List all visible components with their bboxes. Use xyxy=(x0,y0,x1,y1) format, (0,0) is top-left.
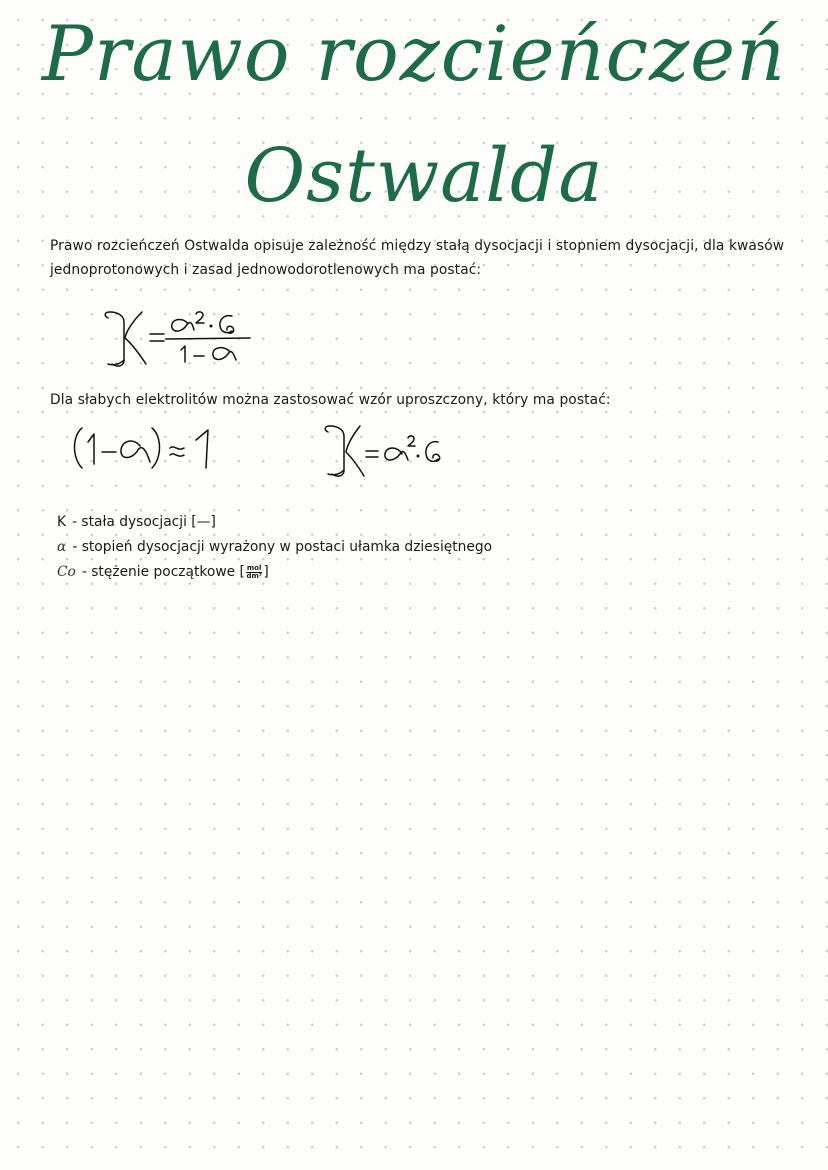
legend xyxy=(57,510,492,585)
page-title-line-1: Prawo rozcieńczeń xyxy=(41,9,787,98)
fraction-bar xyxy=(166,338,250,339)
legend-item-k xyxy=(57,510,492,535)
legend-symbol: Co xyxy=(57,564,76,580)
simplification-paragraph: Dla słabych elektrolitów można zastosować wzór uproszczony, który ma postać: xyxy=(50,392,611,408)
legend-text: - stężenie początkowe [ xyxy=(81,564,245,580)
legend-symbol: α xyxy=(57,539,67,555)
unit-fraction xyxy=(246,565,263,580)
legend-item-co xyxy=(57,560,492,585)
k-letter-full xyxy=(105,312,146,366)
formula-simple xyxy=(325,426,439,476)
legend-text: - stała dysocjacji [—] xyxy=(72,514,216,530)
unit-denominator: dm³ xyxy=(246,572,262,580)
legend-item-alpha xyxy=(57,535,492,560)
formula-full xyxy=(105,312,250,366)
legend-text: - stopień dysocjacji wyrażony w postaci ułamka dziesiętnego xyxy=(72,539,493,555)
page-title-line-2: Ostwalda xyxy=(244,133,604,219)
approximation xyxy=(75,428,209,468)
numerator xyxy=(172,312,234,333)
denominator xyxy=(181,346,236,362)
legend-suffix: ] xyxy=(263,564,269,580)
intro-paragraph: Prawo rozcieńczeń Ostwalda opisuje zależność między stałą dysocjacji i stopniem dysocjacji, dla kwasów jednoprotonowych i zasad jednowodorotlenowych ma postać: xyxy=(50,238,785,278)
unit-numerator: mol xyxy=(246,564,262,572)
legend-symbol: K xyxy=(57,514,67,530)
